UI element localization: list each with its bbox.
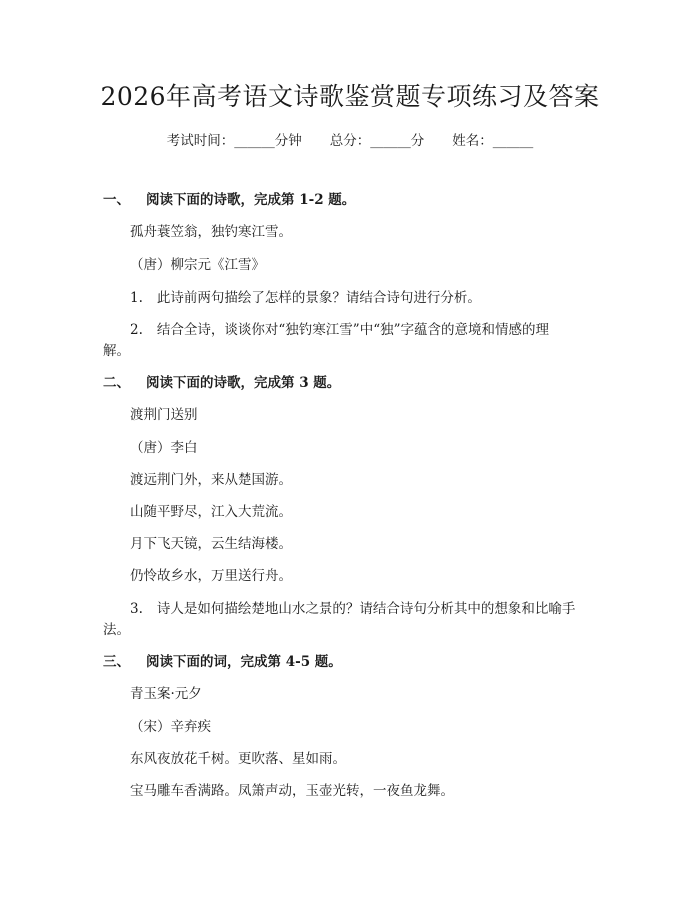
question-text: 此诗前两句描绘了怎样的景象？请结合诗句进行分析。	[156, 290, 481, 306]
section-heading-2	[103, 372, 340, 394]
poem-author: （唐）李白	[130, 440, 198, 456]
question-number: 3.	[130, 601, 143, 617]
student-name: 姓名：______	[452, 133, 534, 149]
poem-line: 山随平野尽，江入大荒流。	[130, 504, 292, 520]
poem-line: 仍怜故乡水，万里送行舟。	[130, 568, 292, 584]
section-heading-text: 阅读下面的诗歌，完成第 1-2 题。	[146, 192, 356, 208]
poem-author: （宋）辛弃疾	[130, 719, 211, 735]
section-heading-3	[103, 651, 342, 673]
exam-time: 考试时间：______分钟	[166, 133, 302, 149]
question-number: 1.	[130, 290, 143, 306]
question-2	[130, 319, 549, 341]
poem-line: 月下飞天镜，云生结海楼。	[130, 536, 292, 552]
exam-meta	[0, 130, 700, 152]
total-score: 总分：______分	[329, 133, 425, 149]
section-number: 一、	[103, 192, 130, 208]
page-title: 2026年高考语文诗歌鉴赏题专项练习及答案	[100, 82, 600, 111]
section-heading-1	[103, 189, 355, 211]
poem-line: 东风夜放花千树。更吹落、星如雨。	[130, 751, 346, 767]
poem-author: （唐）柳宗元《江雪》	[130, 257, 265, 273]
poem-line: 渡远荆门外，来从楚国游。	[130, 472, 292, 488]
question-1	[130, 287, 481, 309]
section-number: 二、	[103, 375, 130, 391]
question-number: 2.	[130, 322, 143, 338]
section-number: 三、	[103, 654, 130, 670]
poem-title: 青玉案·元夕	[130, 686, 202, 702]
question-text: 诗人是如何描绘楚地山水之景的？请结合诗句分析其中的想象和比喻手	[156, 601, 576, 617]
section-heading-text: 阅读下面的诗歌，完成第 3 题。	[146, 375, 341, 391]
question-3	[130, 598, 575, 620]
section-heading-text: 阅读下面的词，完成第 4-5 题。	[146, 654, 342, 670]
question-2-continuation: 解。	[103, 343, 130, 359]
poem-title: 渡荆门送别	[130, 407, 198, 423]
question-3-continuation: 法。	[103, 622, 130, 638]
question-text: 结合全诗，谈谈你对“独钓寒江雪”中“独”字蕴含的意境和情感的理	[156, 322, 549, 338]
poem-line: 宝马雕车香满路。凤箫声动，玉壶光转，一夜鱼龙舞。	[130, 783, 454, 799]
poem-line: 孤舟蓑笠翁，独钓寒江雪。	[130, 224, 292, 240]
